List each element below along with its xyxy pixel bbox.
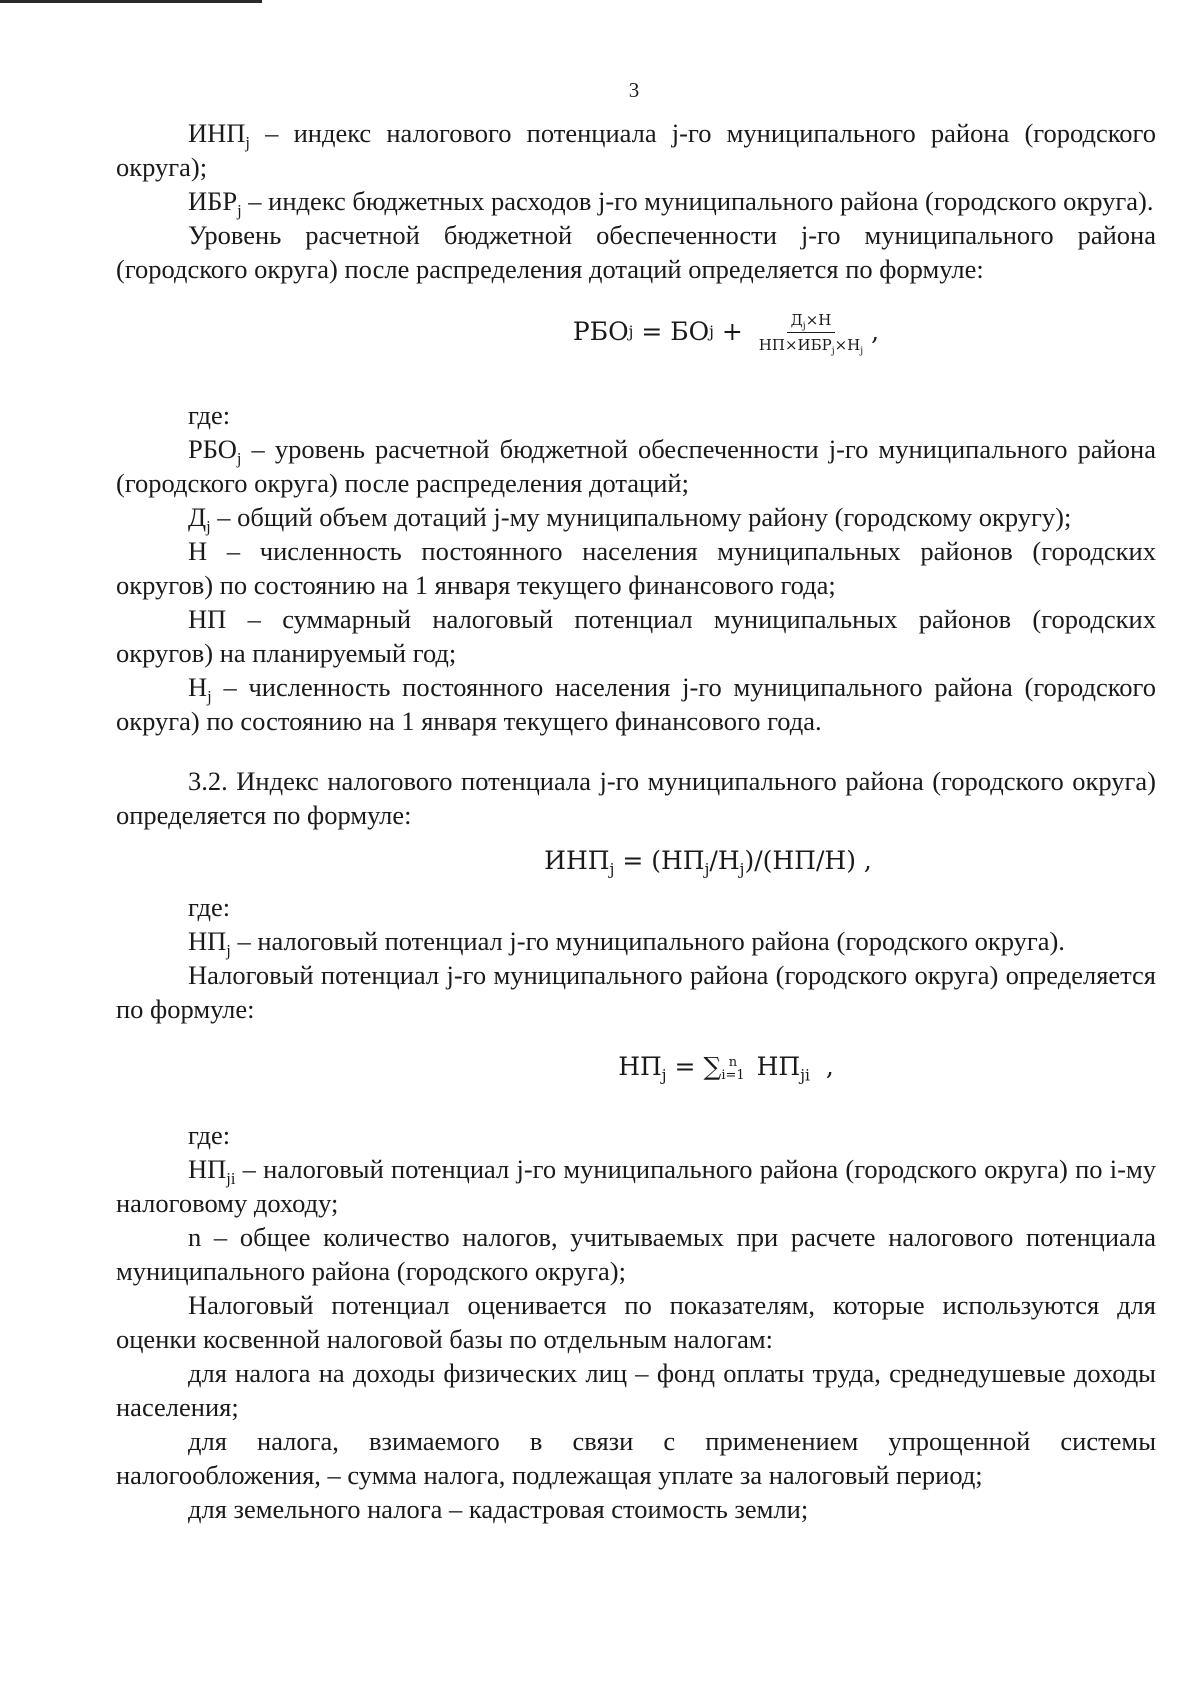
formula-rbo-fraction: $\frac{Д_j\times Н}{НП\times ИБР_j\times Н_j}$ xyxy=(758,310,864,356)
top-rule xyxy=(0,0,262,3)
paragraph-land-tax: для земельного налога – кадастровая стоимость земли; xyxy=(188,1494,809,1524)
paragraph-where-2: где: xyxy=(188,892,231,922)
paragraph-npji-definition: $НП_{ji}$ – налоговый потенциал j-го муниципального района (городского округа) по i-му налоговому доходу; xyxy=(116,1154,1156,1218)
paragraph-ndfl: для налога на доходы физических лиц – фонд оплаты труда, среднедушевые доходы населения; xyxy=(116,1358,1156,1422)
paragraph-nj-definition: $Н_j$ – численность постоянного населения j-го муниципального района (городского округа) по состоянию на 1 января текущего финансового года. xyxy=(116,672,1156,736)
sigma-symbol: ∑ xyxy=(703,1052,722,1081)
paragraph-n-count-definition: n – общее количество налогов, учитываемых при расчете налогового потенциала муниципального района (городского округа); xyxy=(116,1222,1156,1286)
paragraph-where-1: где: xyxy=(188,400,231,430)
formula-rbo: РБО j = БО j + $\frac{Д_j\times Н}{НП\times ИБР_j\times Н_j}$ , xyxy=(572,310,880,356)
paragraph-d-definition: $Д_j$ – общий объем дотаций j-му муниципальному району (городскому округу); xyxy=(188,502,1072,536)
paragraph-section-3-2: 3.2. Индекс налогового потенциала j-го муниципального района (городского округа) определяется по формуле: xyxy=(116,766,1156,830)
document-body xyxy=(116,116,1156,1526)
paragraph-rbo-intro: Уровень расчетной бюджетной обеспеченности j-го муниципального района (городского округа) после распределения дотаций определяется по формуле: xyxy=(116,220,1156,284)
paragraph-usn: для налога, взимаемого в связи с применением упрощенной системы налогообложения, – сумма налога, подлежащая уплате за налоговый период; xyxy=(116,1426,1156,1490)
paragraph-ibr-definition: $ИБР_j$ – индекс бюджетных расходов j-го муниципального района (городского округа). xyxy=(188,186,1154,220)
paragraph-inp-definition: $ИНП_j$ – индекс налогового потенциала j-го муниципального района (городского округа); xyxy=(116,118,1156,182)
paragraph-rbo-definition: $РБО_j$ – уровень расчетной бюджетной обеспеченности j-го муниципального района (городского округа) после распределения дотаций; xyxy=(116,434,1156,498)
paragraph-np-formula-intro: Налоговый потенциал j-го муниципального района (городского округа) определяется по формуле: xyxy=(116,960,1156,1024)
paragraph-np-definition: НП – суммарный налоговый потенциал муниципальных районов (городских округов) на планируемый год; xyxy=(116,604,1156,668)
formula-inp: $ИНП_j = (НП_j/Н_j)/(НП/Н)$ , xyxy=(544,846,872,879)
paragraph-where-3: где: xyxy=(188,1120,231,1150)
sigma-limits: n i=1 xyxy=(721,1054,745,1083)
paragraph-potential-indicators: Налоговый потенциал оценивается по показателям, которые используются для оценки косвенной налоговой базы по отдельным налогам: xyxy=(116,1290,1156,1354)
page-number: 3 xyxy=(628,78,640,102)
formula-np-sum: $НП_j$ = ∑ n i=1 $НП_{ji}$ , xyxy=(618,1052,834,1085)
section-gap xyxy=(116,738,1156,764)
paragraph-n-definition: Н – численность постоянного населения муниципальных районов (городских округов) по состоянию на 1 января текущего финансового года; xyxy=(116,536,1156,600)
paragraph-npj-definition: $НП_j$ – налоговый потенциал j-го муниципального района (городского округа). xyxy=(188,926,1065,960)
